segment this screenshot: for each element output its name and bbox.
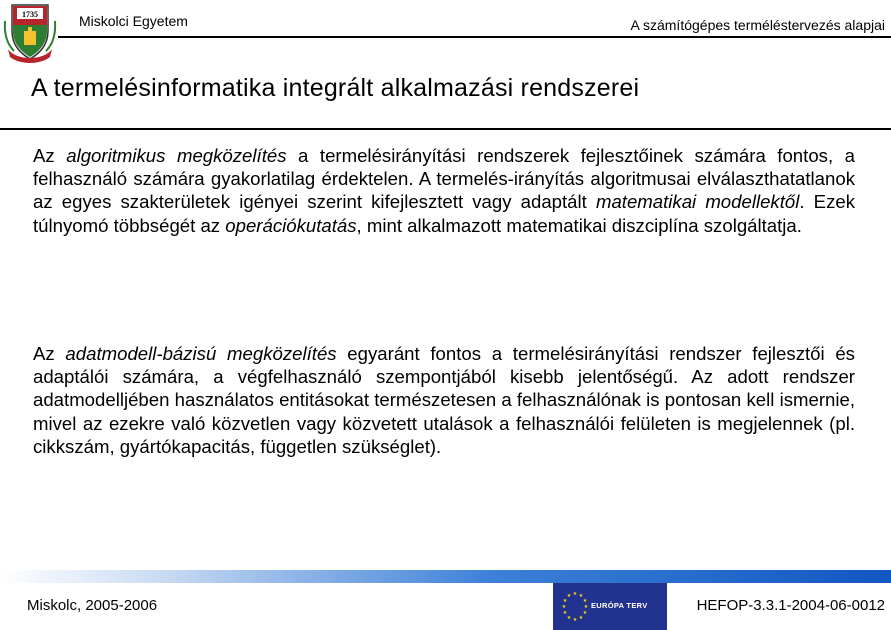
header-divider (58, 36, 891, 38)
svg-text:★: ★ (572, 591, 578, 597)
emphasized-term: matematikai modellektől (595, 191, 800, 213)
paragraph-text: a termelésirányítási rendszerek fejlesztőinek számára fontos, a felhasználó számára gyakorlatilag érdektelen. A termelés-irányítás algoritmusai elválaszthatatlanok az egyes szakterületek igényei szerint kifejlesztett vagy adaptált (33, 145, 855, 213)
eu-logo-text: EURÓPA TERV (591, 601, 648, 610)
svg-text:★: ★ (582, 598, 588, 604)
paragraph-text: . Ezek túlnyomó többségét az (33, 191, 856, 236)
svg-text:★: ★ (562, 598, 568, 604)
paragraph-data-model (33, 342, 855, 458)
svg-text:★: ★ (582, 610, 588, 616)
paragraph-text: egyaránt fontos a termelésirányítási rendszer fejlesztői és adaptálói számára, a végfelhasználó szempontjából kisebb jelentőségű. Az adott rendszer adatmodelljében használatos entitásokat természetesen a felhasználónak is pontosan kell ismernie, mivel az ezekre való közvetlen vagy közvetett utalások a felhasználói felületen is megjelennek (pl. cikkszám, gyártókapacitás, független szükséglet). (33, 343, 855, 457)
eu-stars-icon (557, 583, 593, 630)
slide-title: A termelésinformatika integrált alkalmazási rendszerei (31, 74, 640, 102)
svg-text:★: ★ (578, 593, 584, 599)
eu-logo (553, 583, 667, 630)
footer-gradient-bar (0, 570, 891, 583)
emphasized-term: algoritmikus megközelítés (66, 145, 287, 166)
header-course-title: A számítógépes terméléstervezés alapjai (630, 17, 885, 33)
svg-text:★: ★ (583, 604, 589, 610)
footer-place-date: Miskolc, 2005-2006 (27, 597, 158, 614)
svg-text:★: ★ (566, 593, 572, 599)
crest-year: 1735 (22, 10, 38, 19)
svg-text:★: ★ (562, 610, 568, 616)
emphasized-term: operációkutatás (225, 214, 357, 236)
svg-text:★: ★ (561, 604, 567, 610)
paragraph-text: Az (33, 343, 66, 364)
paragraph-text: , mint alkalmazott matematikai diszciplína szolgáltatja. (356, 214, 802, 236)
university-crest-icon (2, 1, 58, 65)
emphasized-term: adatmodell-bázisú megközelítés (65, 343, 337, 364)
svg-text:★: ★ (566, 615, 572, 621)
footer-project-code: HEFOP-3.3.1-2004-06-0012 (696, 597, 885, 614)
svg-text:★: ★ (578, 615, 584, 621)
paragraph-algorithmic (33, 144, 855, 237)
title-divider (0, 128, 891, 130)
header-institution: Miskolci Egyetem (79, 13, 188, 29)
svg-text:★: ★ (572, 617, 578, 623)
paragraph-text: Az (33, 145, 67, 166)
